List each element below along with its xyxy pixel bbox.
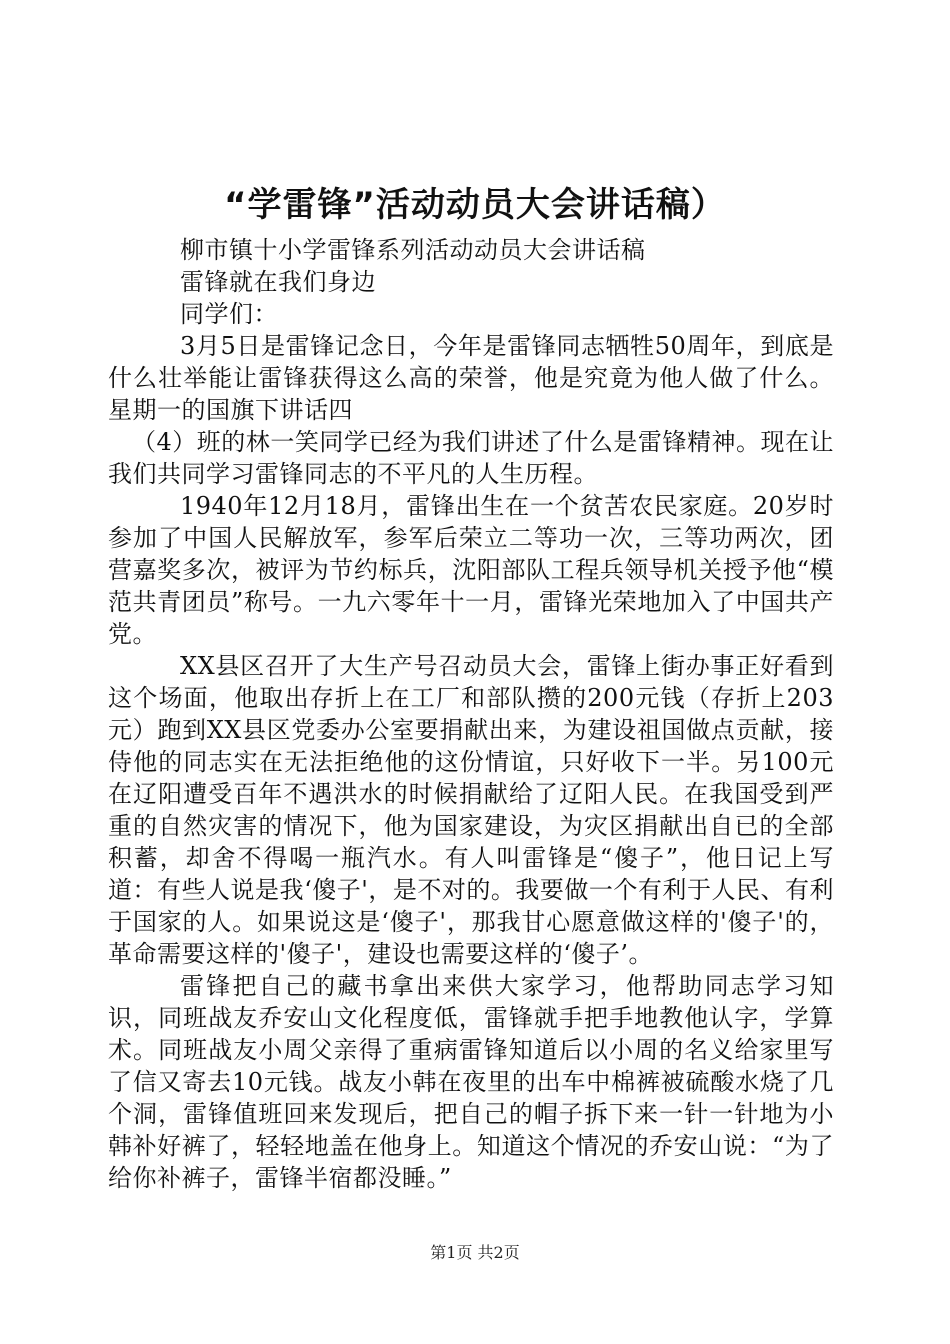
paragraph: 同学们： <box>180 300 278 328</box>
paragraph: （4）班的林一笑同学已经为我们讲述了什么是雷锋精神。现在让我们共同学习雷锋同志的不平凡的人生历程。 <box>108 428 834 488</box>
paragraph: XX县区召开了大生产号召动员大会，雷锋上街办事正好看到这个场面，他取出存折上在工厂和部队攒的200元钱（存折上203元）跑到XX县区党委办公室要捐献出来，为建设祖国做点贡献，接侍他的同志实在无法拒绝他的这份情谊，只好收下一半。另100元在辽阳遭受百年不遇洪水的时候捐献给了辽阳人民。在我国受到严重的自然灾害的情况下，他为国家建设，为灾区捐献出自已的全部积蓄，却舍不得喝一瓶汽水。有人叫雷锋是“傻子”，他日记上写道：有些人说是我‘傻子'，是不对的。我要做一个有利于人民、有利于国家的人。如果说这是‘傻子'，那我甘心愿意做这样的'傻子'的，革命需要这样的'傻子'，建设也需要这样的‘傻子’。 <box>108 652 834 968</box>
document-title: “学雷锋”活动动员大会讲话稿） <box>224 185 726 225</box>
paragraph: 雷锋就在我们身边 <box>180 268 376 296</box>
page-footer: 第1页 共2页 <box>430 1243 520 1262</box>
paragraph: 3月5日是雷锋记念日，今年是雷锋同志牺牲50周年，到底是什么壮举能让雷锋获得这么高的荣誉，他是究竟为他人做了什么。星期一的国旗下讲话四 <box>108 332 834 424</box>
paragraph: 1940年12月18月，雷锋出生在一个贫苦农民家庭。20岁时参加了中国人民解放军，参军后荣立二等功一次，三等功两次，团营嘉奖多次，被评为节约标兵，沈阳部队工程兵领导机关授予他“模范共青团员”称号。一九六零年十一月，雷锋光荣地加入了中国共产党。 <box>108 492 834 648</box>
paragraph: 雷锋把自己的藏书拿出来供大家学习，他帮助同志学习知识，同班战友乔安山文化程度低，雷锋就手把手地教他认字，学算术。同班战友小周父亲得了重病雷锋知道后以小周的名义给家里写了信又寄去10元钱。战友小韩在夜里的出车中棉裤被硫酸水烧了几个洞，雷锋值班回来发现后，把自己的帽子拆下来一针一针地为小韩补好裤了，轻轻地盖在他身上。知道这个情况的乔安山说：“为了给你补裤子，雷锋半宿都没睡。” <box>108 972 834 1192</box>
paragraph: 柳市镇十小学雷锋系列活动动员大会讲话稿 <box>180 236 646 264</box>
document-body <box>108 234 834 1194</box>
